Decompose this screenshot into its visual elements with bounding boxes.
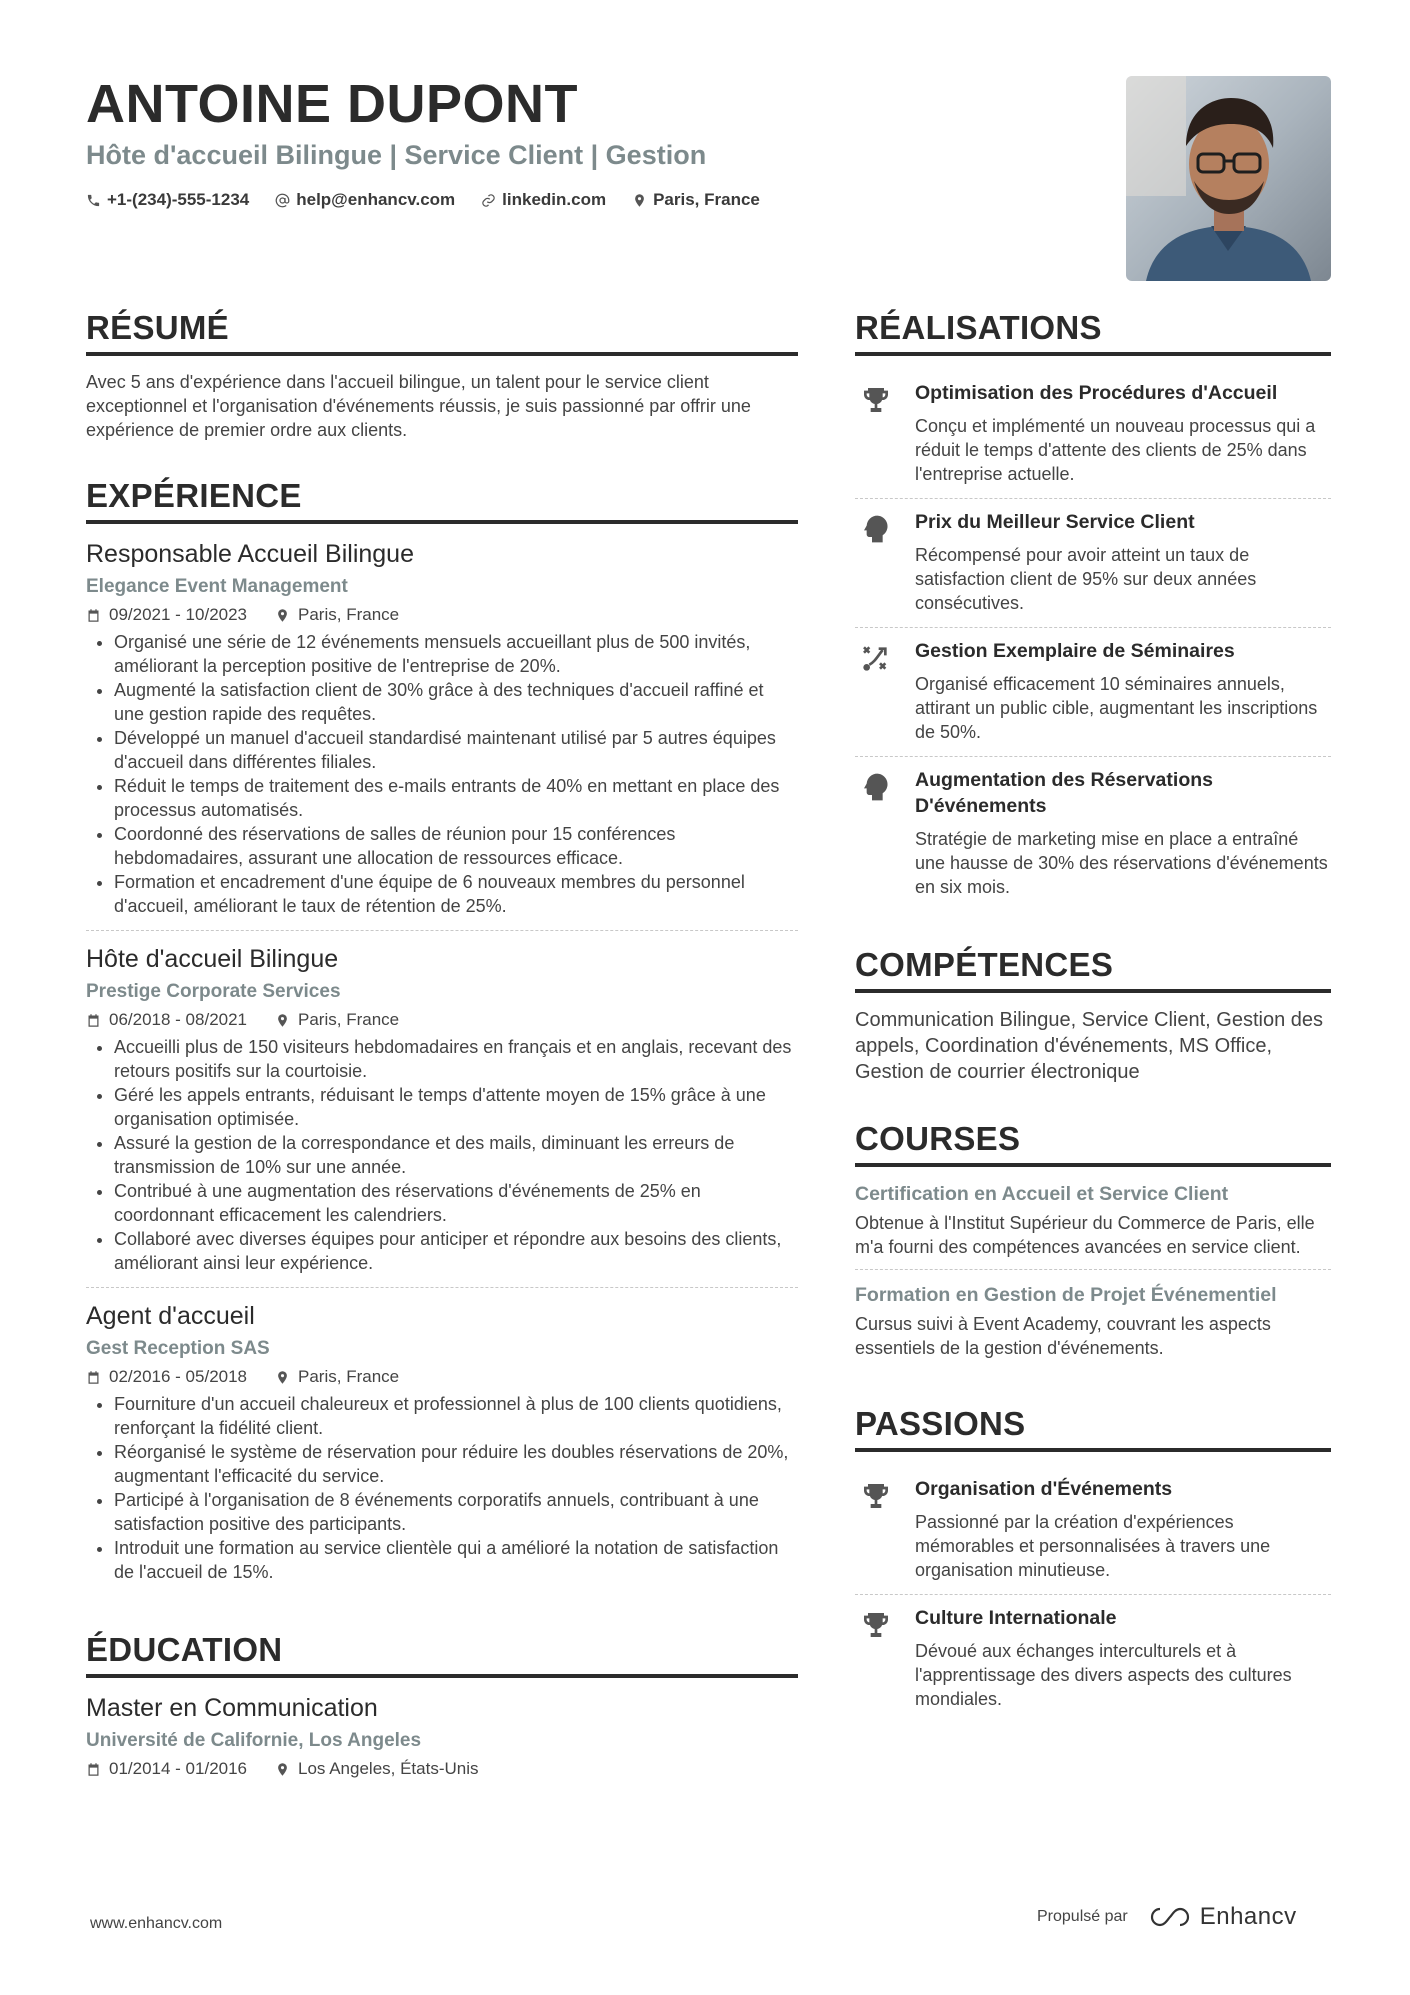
email-text: help@enhancv.com — [296, 190, 456, 209]
skills-heading: COMPÉTENCES — [855, 945, 1331, 993]
education-location — [275, 1758, 478, 1780]
course-title: Formation en Gestion de Projet Événementiel — [855, 1284, 1277, 1306]
calendar-icon — [86, 1013, 101, 1028]
education-location-text: Los Angeles, États-Unis — [298, 1759, 479, 1778]
achievement-desc: Organisé efficacement 10 séminaires annuels, attirant un public cible, augmentant les inscriptions de 50%. — [915, 674, 1318, 742]
achievement-body — [915, 767, 1331, 899]
at-icon — [275, 193, 290, 208]
job-title: Agent d'accueil — [86, 1302, 255, 1330]
job-meta — [86, 1009, 798, 1031]
job-bullets — [86, 1392, 798, 1584]
course-item — [855, 1282, 1331, 1370]
achievements-section — [855, 308, 1331, 911]
contact-bar — [86, 190, 1086, 210]
achievement-body — [915, 380, 1331, 486]
bullet-item: • Collaboré avec diverses équipes pour anticiper et répondre aux besoins des clients, améliorant ainsi leur expérience. — [114, 1227, 798, 1275]
job-location-text: Paris, France — [298, 1367, 400, 1386]
bullet-item: • Augmenté la satisfaction client de 30% grâce à des techniques d'accueil raffiné et une gestion rapide des requêtes. — [114, 678, 798, 726]
education-dates — [86, 1758, 247, 1780]
calendar-icon — [86, 1762, 101, 1777]
achievement-item — [855, 757, 1331, 911]
bullet-item: • Contribué à une augmentation des réservations d'événements de 25% en coordonnant efficacement les calendriers. — [114, 1179, 798, 1227]
linkedin-text: linkedin.com — [502, 190, 607, 209]
achievement-title: Optimisation des Procédures d'Accueil — [915, 382, 1278, 404]
job-dates-text: 02/2016 - 05/2018 — [109, 1367, 248, 1386]
course-desc: Obtenue à l'Institut Supérieur du Commerce de Paris, elle m'a fourni des compétences avancées en service client. — [855, 1213, 1315, 1257]
achievement-body — [915, 509, 1331, 615]
left-column — [86, 308, 798, 1814]
job-location — [275, 604, 399, 626]
trophy-icon — [860, 384, 892, 416]
bullet-item: • Réduit le temps de traitement des e-mails entrants de 40% en mettant en place des processus automatisés. — [114, 774, 798, 822]
calendar-icon — [86, 608, 101, 623]
education-degree: Master en Communication — [86, 1694, 378, 1722]
calendar-icon — [86, 1370, 101, 1385]
education-dates-text: 01/2014 - 01/2016 — [109, 1759, 248, 1778]
job-title: Hôte d'accueil Bilingue — [86, 945, 339, 973]
course-desc: Cursus suivi à Event Academy, couvrant les aspects essentiels de la gestion d'événements. — [855, 1314, 1271, 1358]
passion-title: Culture Internationale — [915, 1607, 1117, 1629]
job-location — [275, 1366, 399, 1388]
achievement-title: Gestion Exemplaire de Séminaires — [915, 640, 1235, 662]
head-icon — [860, 513, 892, 545]
achievement-title: Augmentation des Réservations D'événements — [915, 769, 1213, 817]
job-bullets — [86, 1035, 798, 1275]
brand-name: Enhancv — [1199, 1903, 1297, 1930]
candidate-subtitle: Hôte d'accueil Bilingue | Service Client | Gestion — [86, 140, 707, 170]
right-column — [855, 308, 1331, 1757]
course-item — [855, 1181, 1331, 1270]
infinity-logo-icon — [1148, 1905, 1192, 1929]
achievement-desc: Récompensé pour avoir atteint un taux de satisfaction client de 95% sur deux années consécutives. — [915, 545, 1257, 613]
courses-section — [855, 1119, 1331, 1370]
passions-heading: PASSIONS — [855, 1404, 1331, 1452]
job-company: Prestige Corporate Services — [86, 981, 341, 1002]
course-title: Certification en Accueil et Service Client — [855, 1183, 1229, 1205]
achievement-icon-slot — [855, 638, 897, 744]
bullet-item: • Formation et encadrement d'une équipe de 6 nouveaux membres du personnel d'accueil, améliorant le taux de rétention de 25%. — [114, 870, 798, 918]
candidate-name: ANTOINE DUPONT — [86, 74, 579, 134]
trophy-icon — [860, 1609, 892, 1641]
education-meta — [86, 1758, 798, 1780]
passion-desc: Dévoué aux échanges interculturels et à l'apprentissage des divers aspects des cultures mondiales. — [915, 1641, 1292, 1709]
powered-by-label: Propulsé par — [1037, 1908, 1128, 1925]
achievement-icon-slot — [855, 767, 897, 899]
job-company: Gest Reception SAS — [86, 1338, 270, 1359]
footer-branding — [1037, 1903, 1297, 1931]
phone-text: +1-(234)-555-1234 — [107, 190, 250, 209]
passion-title: Organisation d'Événements — [915, 1478, 1173, 1500]
job-meta — [86, 1366, 798, 1388]
achievement-item — [855, 628, 1331, 757]
experience-section — [86, 476, 798, 1596]
contact-email[interactable] — [275, 190, 455, 210]
bullet-item: • Assuré la gestion de la correspondance et des mails, diminuant les erreurs de transmission de 10% sur une année. — [114, 1131, 798, 1179]
job-dates — [86, 604, 247, 626]
job-company: Elegance Event Management — [86, 576, 348, 597]
location-text: Paris, France — [653, 190, 760, 209]
job-location — [275, 1009, 399, 1031]
passion-item — [855, 1595, 1331, 1723]
footer-website[interactable]: www.enhancv.com — [90, 1915, 223, 1932]
bullet-item: • Réorganisé le système de réservation pour réduire les doubles réservations de 20%, augmentant l'efficacité du service. — [114, 1440, 798, 1488]
trophy-icon — [860, 1480, 892, 1512]
experience-heading: EXPÉRIENCE — [86, 476, 798, 524]
location-pin-icon — [275, 1370, 290, 1385]
summary-text: Avec 5 ans d'expérience dans l'accueil bilingue, un talent pour le service client exceptionnel et l'organisation d'événements réussis, je suis passionné par offrir une expérience de premier ordre aux clients. — [86, 372, 751, 440]
strategy-icon — [860, 642, 892, 674]
job-entry — [86, 1300, 798, 1596]
passions-section — [855, 1404, 1331, 1723]
passion-body — [915, 1476, 1331, 1582]
job-dates-text: 09/2021 - 10/2023 — [109, 605, 248, 624]
passion-item — [855, 1466, 1331, 1595]
job-entry — [86, 538, 798, 931]
job-dates-text: 06/2018 - 08/2021 — [109, 1010, 248, 1029]
passion-icon-slot — [855, 1476, 897, 1582]
achievement-desc: Stratégie de marketing mise en place a entraîné une hausse de 30% des réservations d'événements en six mois. — [915, 829, 1328, 897]
education-section — [86, 1630, 798, 1780]
bullet-item: • Coordonné des réservations de salles de réunion pour 15 conférences hebdomadaires, assurant une allocation de ressources efficace. — [114, 822, 798, 870]
job-dates — [86, 1009, 247, 1031]
achievement-icon-slot — [855, 380, 897, 486]
bullet-item: • Fourniture d'un accueil chaleureux et professionnel à plus de 100 clients quotidiens, renforçant la fidélité client. — [114, 1392, 798, 1440]
enhancv-logo[interactable] — [1148, 1903, 1297, 1931]
achievement-desc: Conçu et implémenté un nouveau processus qui a réduit le temps d'attente des clients de 25% dans l'entreprise actuelle. — [915, 416, 1316, 484]
location-pin-icon — [275, 608, 290, 623]
passion-desc: Passionné par la création d'expériences mémorables et personnalisées à travers une organisation minutieuse. — [915, 1512, 1271, 1580]
achievement-icon-slot — [855, 509, 897, 615]
skills-section — [855, 945, 1331, 1085]
bullet-item: • Participé à l'organisation de 8 événements corporatifs annuels, contribuant à une satisfaction positive des participants. — [114, 1488, 798, 1536]
skills-text: Communication Bilingue, Service Client, Gestion des appels, Coordination d'événements, MS Office, Gestion de courrier électronique — [855, 1009, 1323, 1083]
achievement-body — [915, 638, 1331, 744]
job-bullets — [86, 630, 798, 918]
achievement-item — [855, 370, 1331, 499]
profile-photo — [1126, 76, 1331, 281]
job-entry — [86, 943, 798, 1288]
job-title: Responsable Accueil Bilingue — [86, 540, 414, 568]
summary-section — [86, 308, 798, 442]
job-location-text: Paris, France — [298, 1010, 400, 1029]
contact-linkedin[interactable] — [481, 190, 606, 210]
job-location-text: Paris, France — [298, 605, 400, 624]
bullet-item: • Géré les appels entrants, réduisant le temps d'attente moyen de 15% grâce à une organisation optimisée. — [114, 1083, 798, 1131]
education-school: Université de Californie, Los Angeles — [86, 1730, 422, 1751]
bullet-item: • Introduit une formation au service clientèle qui a amélioré la notation de satisfaction de l'accueil de 15%. — [114, 1536, 798, 1584]
achievements-heading: RÉALISATIONS — [855, 308, 1331, 356]
location-pin-icon — [632, 193, 647, 208]
job-meta — [86, 604, 798, 626]
head-icon — [860, 771, 892, 803]
job-dates — [86, 1366, 247, 1388]
contact-location — [632, 190, 760, 210]
location-pin-icon — [275, 1013, 290, 1028]
resume-header — [86, 72, 1086, 210]
bullet-item: • Accueilli plus de 150 visiteurs hebdomadaires en français et en anglais, recevant des retours positifs sur la courtoisie. — [114, 1035, 798, 1083]
courses-heading: COURSES — [855, 1119, 1331, 1167]
achievement-item — [855, 499, 1331, 628]
location-pin-icon — [275, 1762, 290, 1777]
bullet-item: • Développé un manuel d'accueil standardisé maintenant utilisé par 5 autres équipes d'accueil dans différentes filiales. — [114, 726, 798, 774]
passion-body — [915, 1605, 1331, 1711]
phone-icon — [86, 193, 101, 208]
contact-phone[interactable] — [86, 190, 249, 210]
bullet-item: • Organisé une série de 12 événements mensuels accueillant plus de 500 invités, améliorant la perception positive de l'entreprise de 20%. — [114, 630, 798, 678]
passion-icon-slot — [855, 1605, 897, 1711]
achievement-title: Prix du Meilleur Service Client — [915, 511, 1195, 533]
education-heading: ÉDUCATION — [86, 1630, 798, 1678]
summary-heading: RÉSUMÉ — [86, 308, 798, 356]
link-icon — [481, 193, 496, 208]
